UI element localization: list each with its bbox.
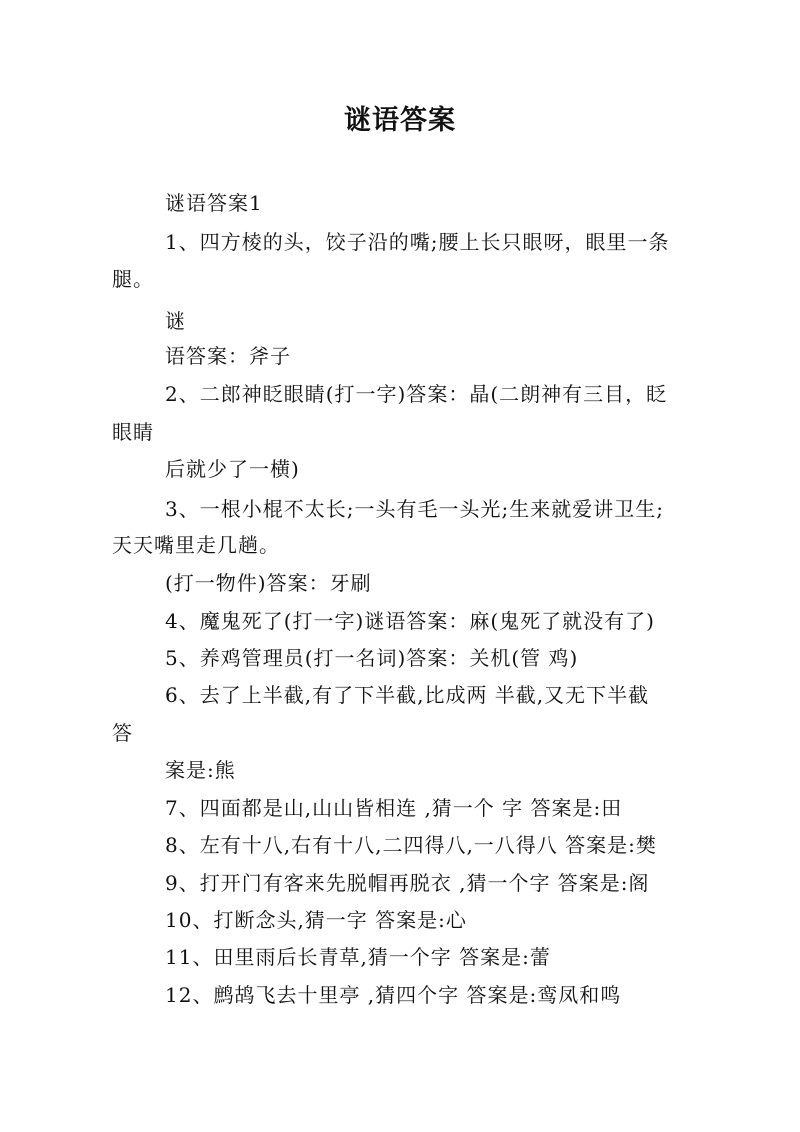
riddle-line: 腿。	[112, 267, 154, 291]
document-title: 谜语答案	[344, 105, 456, 136]
riddle-line: 眼睛	[112, 420, 154, 444]
riddle-line: 后就少了一横)	[165, 457, 300, 481]
riddle-line: 5、养鸡管理员(打一名词)答案：关机(管 鸡)	[165, 646, 579, 670]
riddle-line: 6、去了上半截,有了下半截,比成两 半截,又无下半截	[165, 683, 650, 707]
section-heading: 谜语答案1	[165, 191, 263, 215]
riddle-line: 7、四面都是山,山山皆相连 ,猜一个 字 答案是:田	[165, 796, 623, 820]
riddle-line: 9、打开门有客来先脱帽再脱衣 ,猜一个字 答案是:阁	[165, 871, 650, 895]
riddle-line: 谜	[165, 309, 186, 333]
riddle-line: 1、四方棱的头，饺子沿的嘴;腰上长只眼呀，眼里一条	[165, 230, 670, 254]
riddle-line: 2、二郎神眨眼睛(打一字)答案：晶(二朗神有三目，眨	[165, 382, 668, 406]
riddle-line: 8、左有十八,右有十八,二四得八,一八得八 答案是:樊	[165, 833, 657, 857]
riddle-line: 4、魔鬼死了(打一字)谜语答案：麻(鬼死了就没有了)	[165, 609, 655, 633]
riddle-line: 10、打断念头,猜一字 答案是:心	[165, 908, 467, 932]
riddle-line: 天天嘴里走几趟。	[112, 533, 280, 557]
riddle-line: 案是:熊	[165, 758, 236, 782]
riddle-line: 3、一根小棍不太长;一头有毛一头光;生来就爱讲卫生;	[165, 497, 664, 521]
riddle-line: (打一物件)答案：牙刷	[165, 571, 372, 595]
riddle-line: 语答案：斧子	[165, 344, 291, 368]
riddle-line: 12、鹧鸪飞去十里亭 ,猜四个字 答案是:鸾凤和鸣	[165, 983, 622, 1007]
riddle-line: 11、田里雨后长青草,猜一个字 答案是:蕾	[165, 945, 551, 969]
riddle-line: 答	[112, 721, 133, 745]
